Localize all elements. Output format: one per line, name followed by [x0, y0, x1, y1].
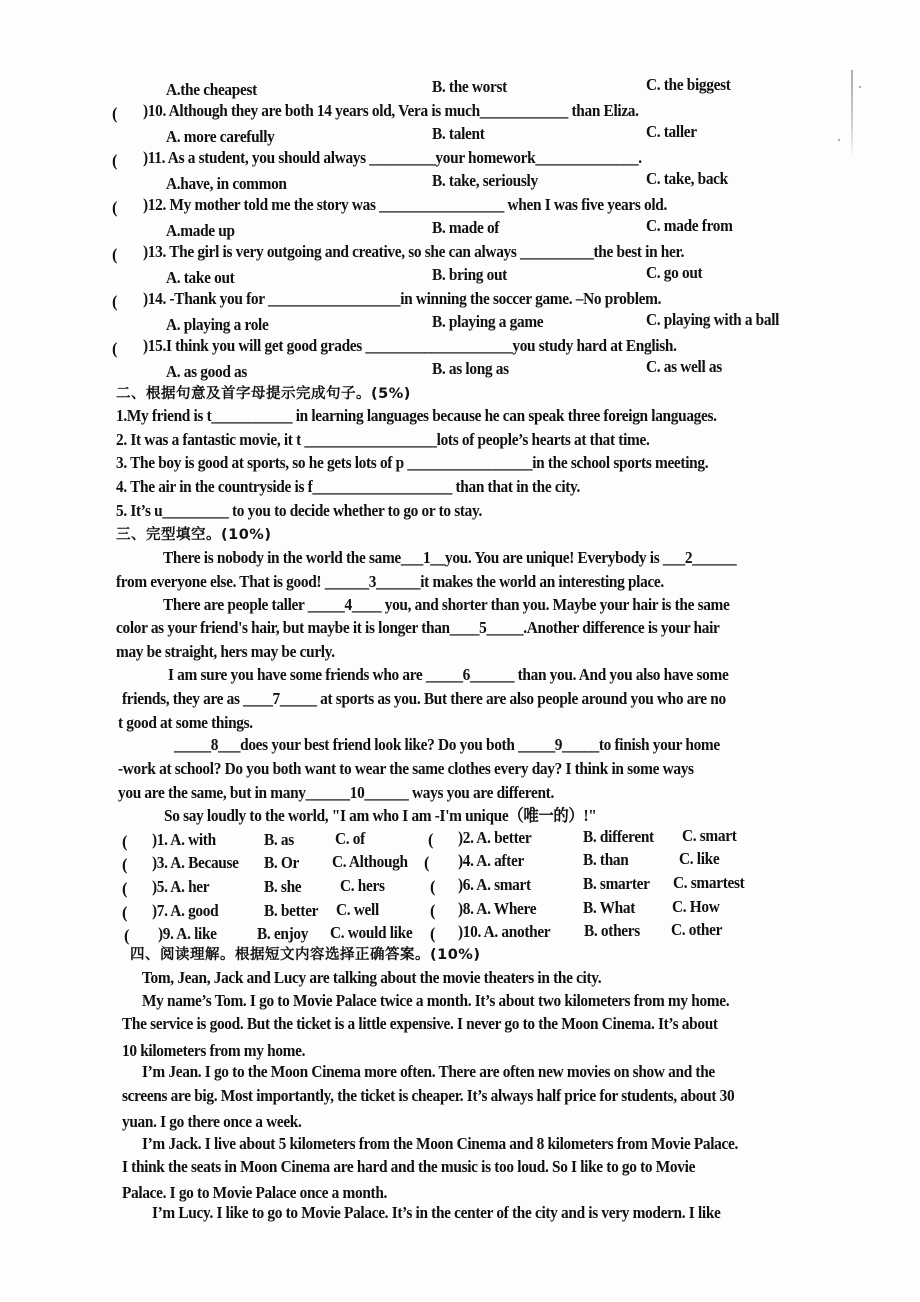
section-heading-part4: 四、阅读理解。根据短文内容选择正确答案。(10%): [130, 947, 481, 963]
passage-line: There is nobody in the world the same___1__you. You are unique! Everybody is ___2______: [163, 548, 737, 567]
choice-4-c: C. like: [679, 849, 720, 868]
choice-2-b: B. different: [583, 827, 654, 846]
reading-line: I think the seats in Moon Cinema are hard and the music is too loud. So I like to go to Movie: [122, 1157, 696, 1176]
answer-paren: (: [112, 198, 118, 217]
answer-paren: (: [112, 151, 118, 170]
choice-10-c: C. other: [671, 920, 723, 939]
option-a: A. take out: [166, 268, 235, 287]
question-stem: )15.I think you will get good grades ____________________you study hard at English.: [143, 336, 677, 355]
option-b: B. playing a game: [432, 312, 544, 331]
choice-7-a: )7. A. good: [152, 901, 219, 920]
reading-line: My name’s Tom. I go to Movie Palace twice a month. It’s about two kilometers from my home.: [142, 991, 730, 1010]
reading-line: I’m Jean. I go to the Moon Cinema more often. There are often new movies on show and the: [142, 1062, 715, 1081]
question-stem: )14. -Thank you for __________________in winning the soccer game. –No problem.: [143, 289, 662, 308]
answer-paren: (: [122, 903, 128, 922]
option-c: C. playing with a ball: [646, 310, 780, 329]
choice-6-c: C. smartest: [673, 873, 745, 892]
reading-line: screens are big. Most importantly, the ticket is cheaper. It’s always half price for students, about 30: [122, 1086, 735, 1105]
option-a: A. more carefully: [166, 127, 275, 146]
answer-paren: (: [430, 901, 436, 920]
option-c: C. as well as: [646, 357, 722, 376]
q9-option-b: B. the worst: [432, 77, 507, 96]
reading-line: I’m Lucy. I like to go to Movie Palace. It’s in the center of the city and is very modern. I like: [152, 1203, 721, 1222]
choice-8-c: C. How: [672, 897, 720, 916]
sentence: 1.My friend is t___________ in learning languages because he can speak three foreign languages.: [116, 406, 717, 425]
choice-2-c: C. smart: [682, 826, 737, 845]
option-a: A. as good as: [166, 362, 248, 381]
choice-4-b: B. than: [583, 850, 629, 869]
answer-paren: (: [112, 245, 118, 264]
answer-paren: (: [112, 104, 118, 123]
question-stem: )10. Although they are both 14 years old, Vera is much____________ than Eliza.: [143, 101, 639, 120]
option-b: B. talent: [432, 124, 485, 143]
choice-3-c: C. Although: [332, 852, 408, 871]
choice-5-c: C. hers: [340, 876, 385, 895]
passage-line: So say loudly to the world, "I am who I am -I'm unique（唯一的）!": [164, 806, 597, 825]
choice-7-c: C. well: [336, 900, 379, 919]
passage-line: -work at school? Do you both want to wear the same clothes every day? I think in some ways: [118, 759, 694, 778]
option-a: A. playing a role: [166, 315, 269, 334]
answer-paren: (: [428, 830, 434, 849]
choice-4-a: )4. A. after: [458, 851, 524, 870]
section-heading-part3: 三、完型填空。(10%): [116, 527, 272, 543]
reading-line: The service is good. But the ticket is a little expensive. I never go to the Moon Cinema. It’s about: [122, 1014, 718, 1033]
reading-line: Tom, Jean, Jack and Lucy are talking about the movie theaters in the city.: [142, 968, 602, 987]
choice-2-a: )2. A. better: [458, 828, 532, 847]
sentence: 5. It’s u_________ to you to decide whether to go or to stay.: [116, 501, 483, 520]
option-b: B. as long as: [432, 359, 509, 378]
option-c: C. made from: [646, 216, 733, 235]
choice-7-b: B. better: [264, 901, 319, 920]
choice-5-b: B. she: [264, 877, 302, 896]
answer-paren: (: [124, 926, 130, 945]
option-b: B. bring out: [432, 265, 507, 284]
question-stem: )12. My mother told me the story was _________________ when I was five years old.: [143, 195, 668, 214]
option-c: C. go out: [646, 263, 703, 282]
reading-line: I’m Jack. I live about 5 kilometers from the Moon Cinema and 8 kilometers from Movie Palace.: [142, 1134, 738, 1153]
choice-9-b: B. enjoy: [257, 924, 309, 943]
option-c: C. take, back: [646, 169, 728, 188]
choice-8-b: B. What: [583, 898, 636, 917]
scan-speck: [838, 139, 840, 141]
q9-option-c: C. the biggest: [646, 75, 731, 94]
reading-line: 10 kilometers from my home.: [122, 1041, 306, 1060]
sentence: 2. It was a fantastic movie, it t __________________lots of people’s hearts at that time.: [116, 430, 650, 449]
answer-paren: (: [430, 924, 436, 943]
passage-line: from everyone else. That is good! ______3______it makes the world an interesting place.: [116, 572, 664, 591]
choice-1-a: )1. A. with: [152, 830, 216, 849]
option-c: C. taller: [646, 122, 697, 141]
passage-line: t good at some things.: [118, 713, 253, 732]
option-a: A.made up: [166, 221, 235, 240]
choice-9-a: )9. A. like: [158, 924, 217, 943]
passage-line: _____8___does your best friend look like? Do you both _____9_____to finish your home: [174, 735, 720, 754]
choice-9-c: C. would like: [330, 923, 413, 942]
passage-line: There are people taller _____4____ you, and shorter than you. Maybe your hair is the same: [163, 595, 730, 614]
passage-line: you are the same, but in many______10______ ways you are different.: [118, 783, 554, 802]
sentence: 4. The air in the countryside is f___________________ than that in the city.: [116, 477, 581, 496]
scan-edge-mark: [851, 70, 853, 160]
answer-paren: (: [122, 832, 128, 851]
question-stem: )13. The girl is very outgoing and creative, so she can always __________the best in her.: [143, 242, 685, 261]
option-b: B. made of: [432, 218, 500, 237]
option-a: A.have, in common: [166, 174, 287, 193]
q9-option-a: A.the cheapest: [166, 80, 257, 99]
answer-paren: (: [430, 877, 436, 896]
reading-line: Palace. I go to Movie Palace once a month.: [122, 1183, 388, 1202]
section-heading-part2: 二、根据句意及首字母提示完成句子。(5%): [116, 386, 411, 402]
choice-6-b: B. smarter: [583, 874, 650, 893]
option-b: B. take, seriously: [432, 171, 538, 190]
passage-line: may be straight, hers may be curly.: [116, 642, 335, 661]
passage-line: I am sure you have some friends who are _____6______ than you. And you also have some: [168, 665, 729, 684]
answer-paren: (: [122, 879, 128, 898]
answer-paren: (: [122, 855, 128, 874]
scan-speck: [859, 86, 861, 88]
choice-3-a: )3. A. Because: [152, 853, 239, 872]
passage-line: color as your friend's hair, but maybe it is longer than____5_____.Another difference is your hair: [116, 618, 720, 637]
passage-line: friends, they are as ____7_____ at sports as you. But there are also people around you who are no: [122, 689, 726, 708]
choice-10-b: B. others: [584, 921, 640, 940]
sentence: 3. The boy is good at sports, so he gets lots of p _________________in the school sports meeting.: [116, 453, 709, 472]
question-stem: )11. As a student, you should always _________your homework______________.: [143, 148, 642, 167]
choice-6-a: )6. A. smart: [458, 875, 531, 894]
answer-paren: (: [424, 853, 430, 872]
answer-paren: (: [112, 292, 118, 311]
choice-3-b: B. Or: [264, 853, 300, 872]
choice-1-c: C. of: [335, 829, 365, 848]
choice-8-a: )8. A. Where: [458, 899, 537, 918]
answer-paren: (: [112, 339, 118, 358]
reading-line: yuan. I go there once a week.: [122, 1112, 302, 1131]
choice-1-b: B. as: [264, 830, 294, 849]
choice-10-a: )10. A. another: [458, 922, 551, 941]
choice-5-a: )5. A. her: [152, 877, 210, 896]
